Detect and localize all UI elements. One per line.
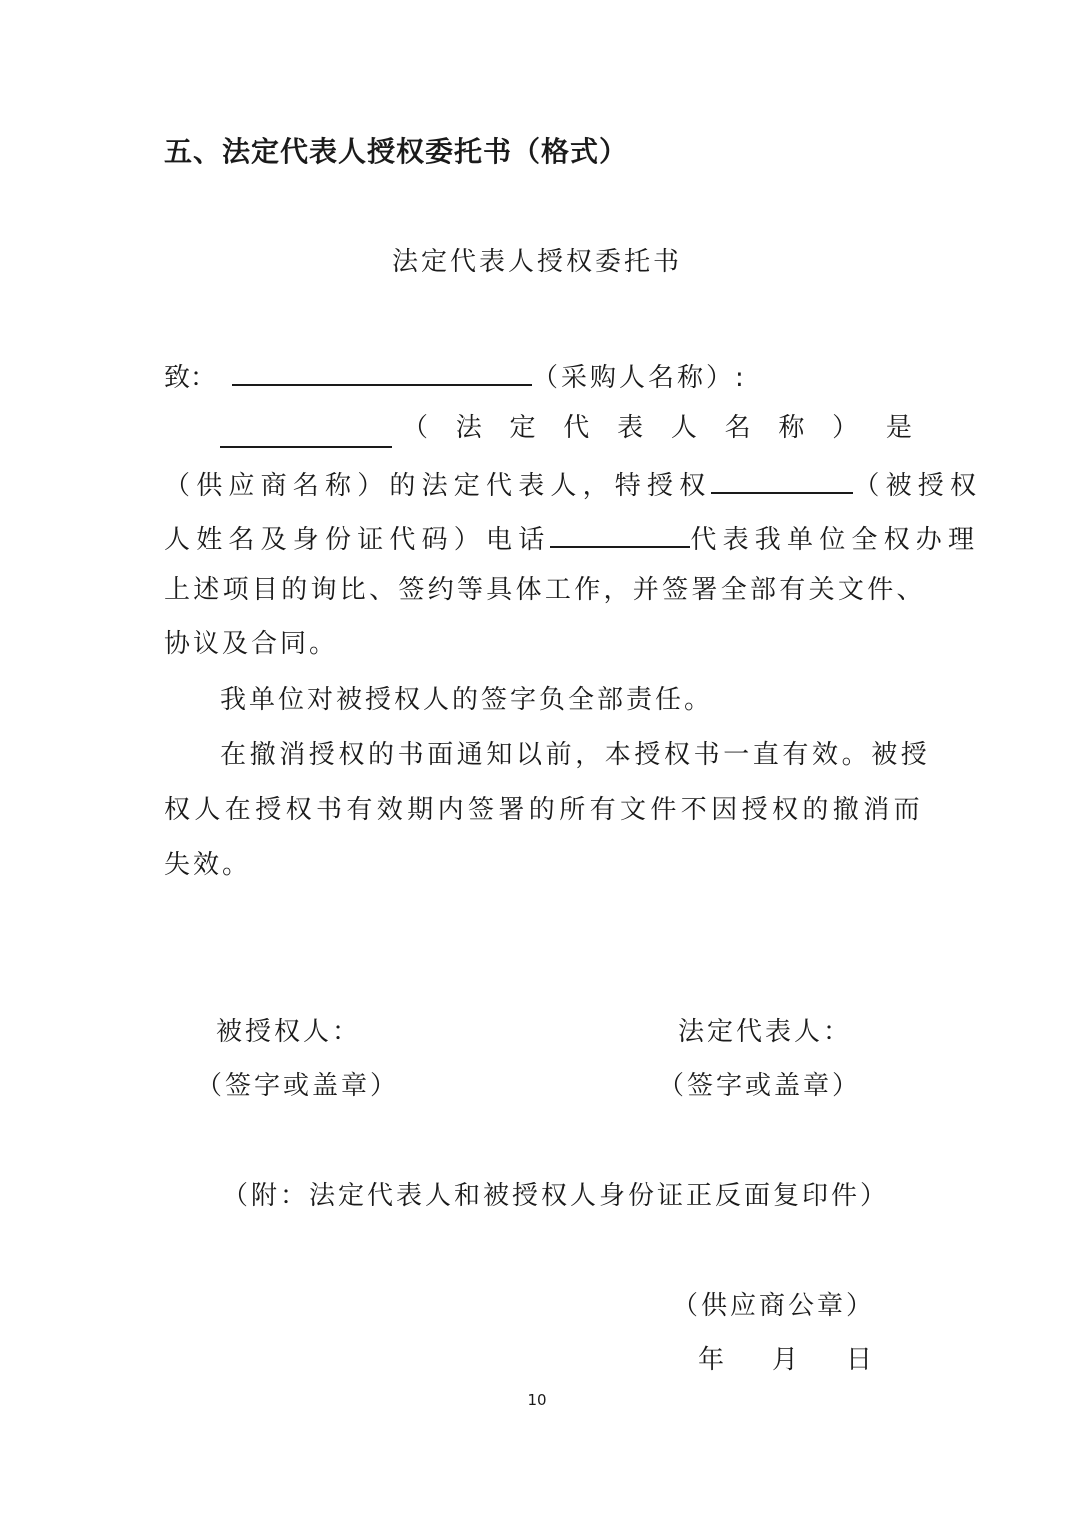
para1-char: 法 xyxy=(455,413,482,443)
phone-blank xyxy=(550,516,690,548)
para1-char: 是 xyxy=(885,413,912,443)
para1-char: （ xyxy=(402,413,429,443)
addressee-line xyxy=(164,354,912,398)
document-title: 法定代表人授权委托书 xyxy=(391,247,682,277)
para1-line4: 上述项目的询比、签约等具体工作，并签署全部有关文件、 xyxy=(164,575,926,605)
addressee-suffix: （采购人名称）: xyxy=(532,363,747,393)
para1-line2 xyxy=(164,462,983,506)
para1-char: 表 xyxy=(617,413,644,443)
supplier-seal-note: （供应商公章） xyxy=(672,1291,876,1321)
legal-rep-name-blank xyxy=(220,416,392,448)
section-heading: 五、法定代表人授权委托书（格式） xyxy=(164,135,629,168)
para1-line2-before: （供应商名称）的法定代表人，特授权 xyxy=(164,471,712,501)
para1-line3-before: 人姓名及身份证代码）电话 xyxy=(164,525,551,555)
authorized-person-sign-note: （签字或盖章） xyxy=(196,1071,400,1101)
date-year: 年 xyxy=(698,1345,728,1375)
para1-line5: 协议及合同。 xyxy=(164,629,339,659)
date-month: 月 xyxy=(772,1345,802,1375)
para3-line3: 失效。 xyxy=(164,850,252,880)
purchaser-name-blank xyxy=(232,354,532,386)
authorized-person-blank xyxy=(711,462,853,494)
para1-line1 xyxy=(164,408,912,448)
legal-rep-sign-note: （签字或盖章） xyxy=(658,1071,862,1101)
para1-line3 xyxy=(164,516,981,560)
para1-line1-text xyxy=(402,408,912,448)
attachment-note: （附：法定代表人和被授权人身份证正反面复印件） xyxy=(222,1181,890,1211)
para1-char: ） xyxy=(832,413,859,443)
para1-char: 名 xyxy=(724,413,751,443)
para2: 我单位对被授权人的签字负全部责任。 xyxy=(220,685,714,715)
para1-char: 称 xyxy=(778,413,805,443)
date-day: 日 xyxy=(846,1345,876,1375)
para1-line3-after: 代表我单位全权办理 xyxy=(690,525,981,555)
page-number: 10 xyxy=(527,1391,547,1409)
authorized-person-label: 被授权人： xyxy=(216,1017,362,1047)
para3-line2: 权人在授权书有效期内签署的所有文件不因授权的撤消而 xyxy=(164,795,925,825)
legal-rep-label: 法定代表人： xyxy=(678,1017,853,1047)
para1-char: 人 xyxy=(670,413,697,443)
para1-char: 定 xyxy=(509,413,536,443)
para1-line2-after: （被授权 xyxy=(853,471,983,501)
para1-char: 代 xyxy=(563,413,590,443)
addressee-prefix: 致： xyxy=(164,363,217,393)
para3-line1: 在撤消授权的书面通知以前，本授权书一直有效。被授 xyxy=(220,740,931,770)
